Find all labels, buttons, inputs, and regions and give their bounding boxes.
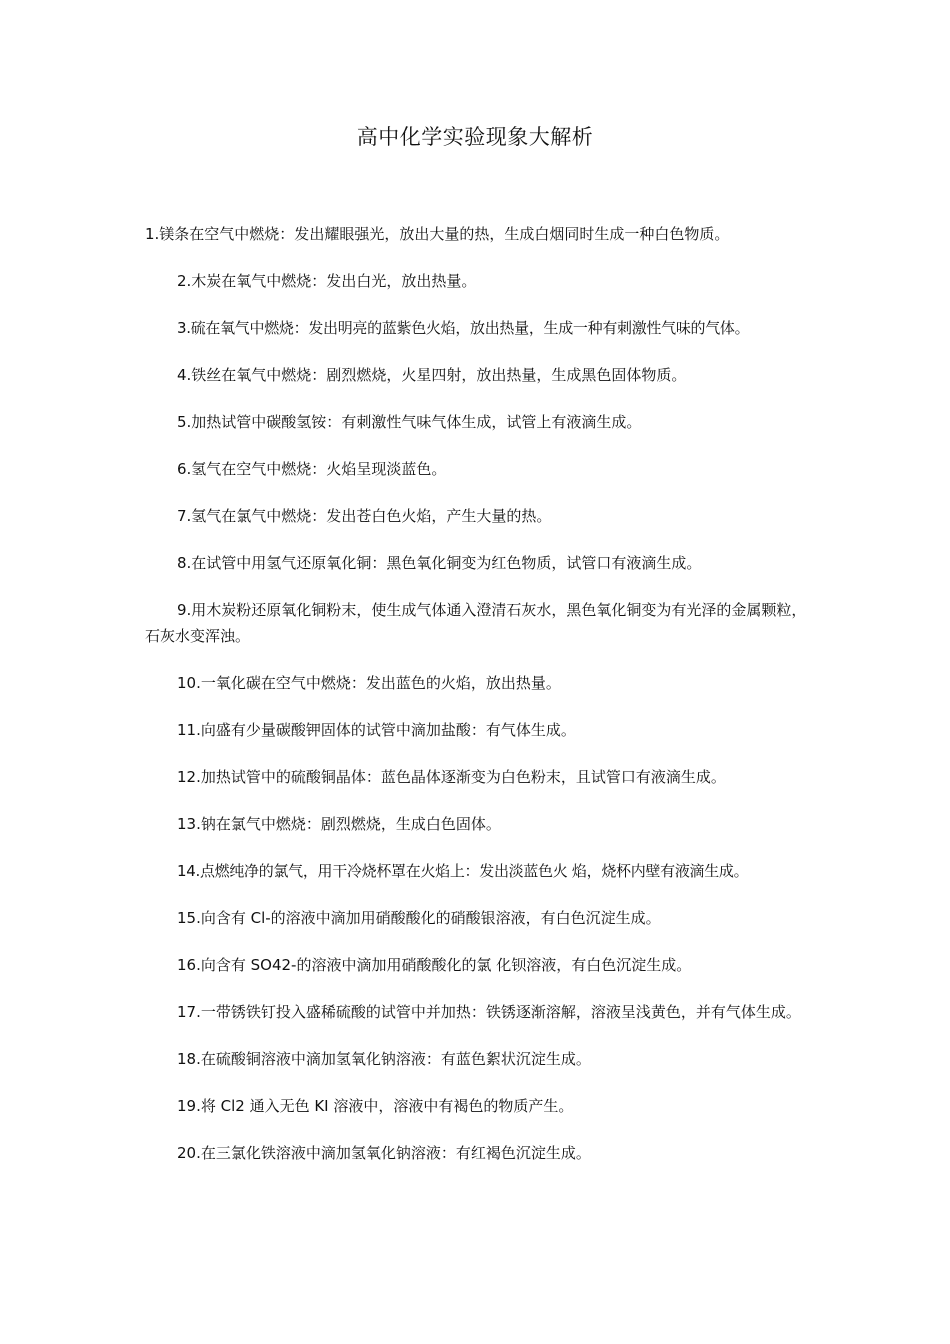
list-item: 11.向盛有少量碳酸钾固体的试管中滴加盐酸：有气体生成。 [177,721,576,739]
list-item: 2.木炭在氧气中燃烧：发出白光，放出热量。 [177,272,477,290]
list-item: 3.硫在氧气中燃烧：发出明亮的蓝紫色火焰，放出热量，生成一种有刺激性气味的气体。 [177,319,750,337]
list-item: 19.将 Cl2 通入无色 KI 溶液中，溶液中有褐色的物质产生。 [177,1097,574,1115]
list-item: 13.钠在氯气中燃烧：剧烈燃烧，生成白色固体。 [177,815,501,833]
list-item: 16.向含有 SO42-的溶液中滴加用硝酸酸化的氯 化钡溶液，有白色沉淀生成。 [177,956,692,974]
list-item: 20.在三氯化铁溶液中滴加氢氧化钠溶液：有红褐色沉淀生成。 [177,1144,591,1162]
list-item: 17.一带锈铁钉投入盛稀硫酸的试管中并加热：铁锈逐渐溶解，溶液呈浅黄色，并有气体生成。 [177,1003,801,1021]
list-item: 5.加热试管中碳酸氢铵：有刺激性气味气体生成，试管上有液滴生成。 [177,413,642,431]
list-item: 12.加热试管中的硫酸铜晶体：蓝色晶体逐渐变为白色粉末，且试管口有液滴生成。 [177,768,726,786]
list-item: 7.氢气在氯气中燃烧：发出苍白色火焰，产生大量的热。 [177,507,552,525]
list-item: 4.铁丝在氧气中燃烧：剧烈燃烧，火星四射，放出热量，生成黑色固体物质。 [177,366,687,384]
list-item: 8.在试管中用氢气还原氧化铜：黑色氧化铜变为红色物质，试管口有液滴生成。 [177,554,702,572]
list-item: 10.一氧化碳在空气中燃烧：发出蓝色的火焰，放出热量。 [177,674,561,692]
page-title: 高中化学实验现象大解析 [356,125,594,149]
list-item: 14.点燃纯净的氯气，用干冷烧杯罩在火焰上：发出淡蓝色火 焰，烧杯内壁有液滴生成。 [177,862,749,880]
list-item: 9.用木炭粉还原氧化铜粉末，使生成气体通入澄清石灰水，黑色氧化铜变为有光泽的金属颗粒，石灰水变浑浊。 [145,601,807,645]
list-item: 1.镁条在空气中燃烧：发出耀眼强光，放出大量的热，生成白烟同时生成一种白色物质。 [145,225,730,243]
list-item: 6.氢气在空气中燃烧：火焰呈现淡蓝色。 [177,460,447,478]
list-item: 18.在硫酸铜溶液中滴加氢氧化钠溶液：有蓝色絮状沉淀生成。 [177,1050,591,1068]
experiment-list [145,221,810,1187]
list-item: 15.向含有 Cl-的溶液中滴加用硝酸酸化的硝酸银溶液，有白色沉淀生成。 [177,909,661,927]
